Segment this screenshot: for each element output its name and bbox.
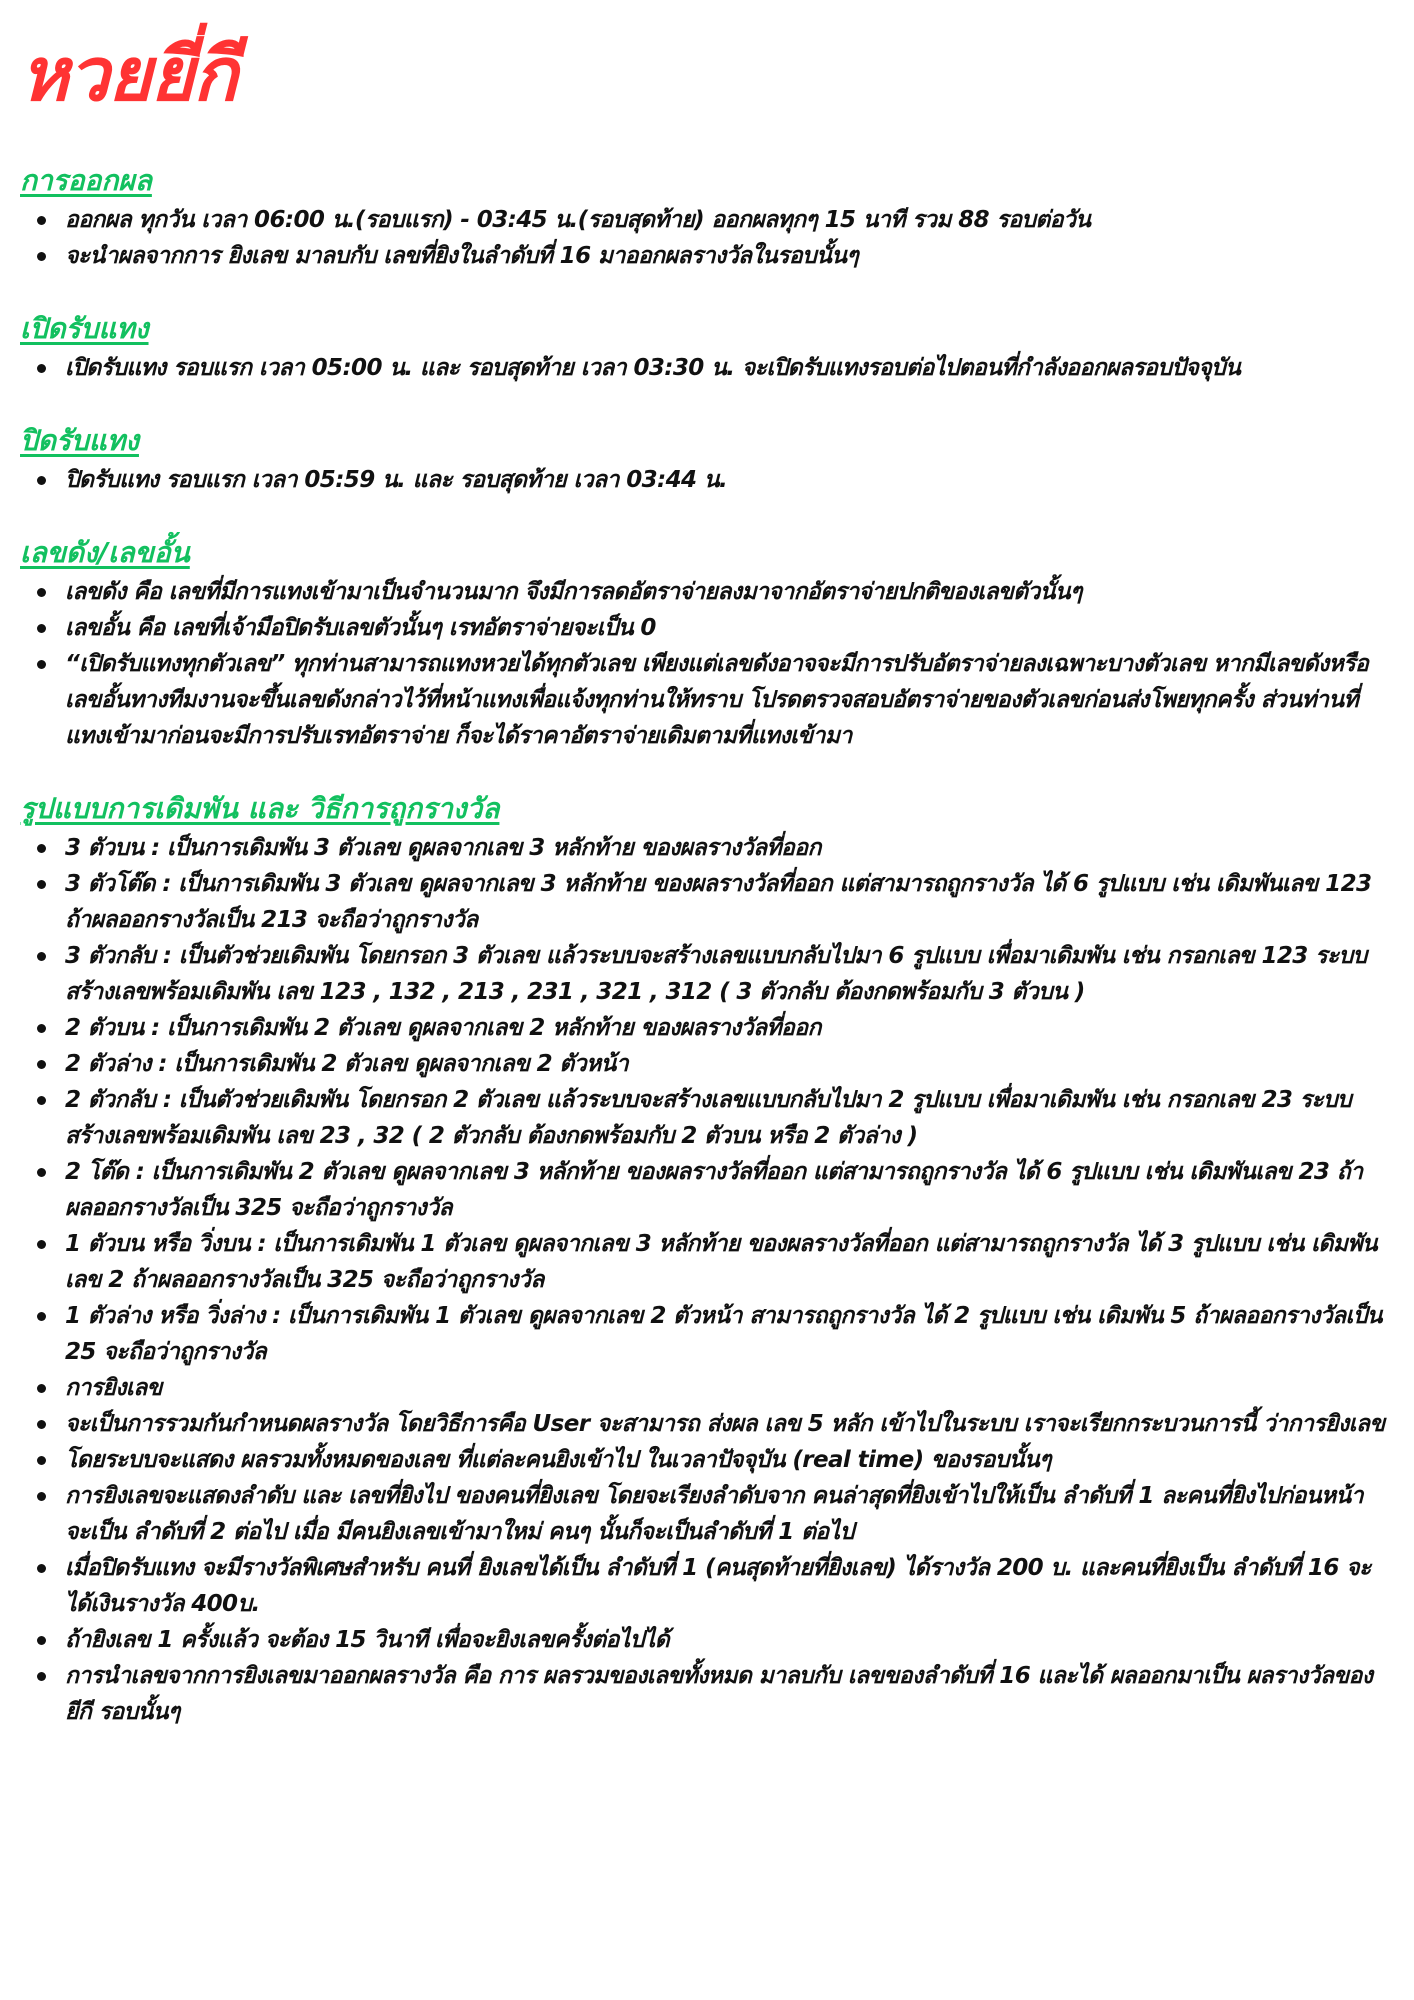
bullet-list (20, 830, 1394, 1730)
bullet-icon (37, 1636, 46, 1645)
list-item (20, 938, 1394, 1010)
list-item-text: เปิดรับแทง รอบแรก เวลา 05:00 น. และ รอบสุดท้าย เวลา 03:30 น. จะเปิดรับแทงรอบต่อไปตอนที่กำลังออกผลรอบปัจจุบัน (65, 355, 1241, 381)
list-item (20, 1658, 1394, 1730)
bullet-icon (37, 1420, 46, 1429)
list-item-text: “เปิดรับแทงทุกตัวเลข” ทุกท่านสามารถแทงหวยได้ทุกตัวเลข เพียงแต่เลขดังอาจจะมีการปรับอัตราจ่ายลงเฉพาะบางตัวเลข หากมีเลขดังหรือเลขอั้นทางทีมงานจะขึ้นเลขดังกล่าวไว้ที่หน้าแทงเพื่อแจ้งทุกท่านให้ทราบ โปรดตรวจสอบอัตราจ่ายของตัวเลขก่อนส่งโพยทุกครั้ง ส่วนท่านที่แทงเข้ามาก่อนจะมีการปรับเรทอัตราจ่าย ก็จะได้ราคาอัตราจ่ายเดิมตามที่แทงเข้ามา (65, 651, 1369, 749)
list-item (20, 1442, 1394, 1478)
list-item (20, 866, 1394, 938)
list-item-text: ถ้ายิงเลข 1 ครั้งแล้ว จะต้อง 15 วินาที เพื่อจะยิงเลขครั้งต่อไปได้ (65, 1627, 670, 1653)
bullet-icon (37, 588, 46, 597)
list-item (20, 1622, 1394, 1658)
bullet-icon (37, 660, 46, 669)
bullet-icon (37, 1564, 46, 1573)
bullet-icon (37, 1312, 46, 1321)
bullet-icon (37, 1672, 46, 1681)
bullet-icon (37, 1240, 46, 1249)
list-item-text: 3 ตัวกลับ : เป็นตัวช่วยเดิมพัน โดยกรอก 3 ตัวเลข แล้วระบบจะสร้างเลขแบบกลับไปมา 6 รูปแบบ เพื่อมาเดิมพัน เช่น กรอกเลข 123 ระบบสร้างเลขพร้อมเดิมพัน เลข 123 , 132 , 213 , 231 , 321 , 312 ( 3 ตัวกลับ ต้องกดพร้อมกับ 3 ตัวบน ) (65, 943, 1367, 1005)
page-title: หวยยี่กี (20, 32, 237, 118)
list-item (20, 1298, 1394, 1370)
list-item (20, 1226, 1394, 1298)
list-item-text: เมื่อปิดรับแทง จะมีรางวัลพิเศษสำหรับ คนที่ ยิงเลขได้เป็น ลำดับที่ 1 (คนสุดท้ายที่ยิงเลข) ได้รางวัล 200 บ. และคนที่ยิงเป็น ลำดับที่ 16 จะได้เงินรางวัล 400บ. (65, 1555, 1371, 1617)
bullet-icon (37, 844, 46, 853)
list-item (20, 1046, 1394, 1082)
list-item-text: การยิงเลข (65, 1375, 162, 1401)
section-heading: รูปแบบการเดิมพัน และ วิธีการถูกรางวัล (20, 792, 500, 825)
list-item-text: การนำเลขจากการยิงเลขมาออกผลรางวัล คือ การ ผลรวมของเลขทั้งหมด มาลบกับ เลขของลำดับที่ 16 และได้ ผลออกมาเป็น ผลรางวัลของยีกี รอบนั้นๆ (65, 1663, 1373, 1725)
bullet-icon (37, 1456, 46, 1465)
list-item (20, 1370, 1394, 1406)
list-item (20, 1406, 1394, 1442)
bullet-list (20, 462, 1394, 498)
bullet-icon (37, 880, 46, 889)
list-item-text: 3 ตัวโต๊ด : เป็นการเดิมพัน 3 ตัวเลข ดูผลจากเลข 3 หลักท้าย ของผลรางวัลที่ออก แต่สามารถถูกรางวัล ได้ 6 รูปแบบ เช่น เดิมพันเลข 123 ถ้าผลออกรางวัลเป็น 213 จะถือว่าถูกรางวัล (65, 871, 1372, 933)
list-item-text: โดยระบบจะแสดง ผลรวมทั้งหมดของเลข ที่แต่ละคนยิงเข้าไป ในเวลาปัจจุบัน (real time) ของรอบนั้นๆ (65, 1447, 1051, 1473)
section-betting-open (20, 312, 1394, 386)
bullet-icon (37, 1168, 46, 1177)
list-item (20, 350, 1394, 386)
list-item-text: เลขอั้น คือ เลขที่เจ้ามือปิดรับเลขตัวนั้นๆ เรทอัตราจ่ายจะเป็น 0 (65, 615, 656, 641)
section-heading: เลขดัง/เลขอั้น (20, 536, 190, 569)
list-item-text: 3 ตัวบน : เป็นการเดิมพัน 3 ตัวเลข ดูผลจากเลข 3 หลักท้าย ของผลรางวัลที่ออก (65, 835, 821, 861)
list-item-text: ออกผล ทุกวัน เวลา 06:00 น.(รอบแรก) - 03:45 น.(รอบสุดท้าย) ออกผลทุกๆ 15 นาที รวม 88 รอบต่อวัน (65, 207, 1091, 233)
list-item-text: 2 โต๊ด : เป็นการเดิมพัน 2 ตัวเลข ดูผลจากเลข 3 หลักท้าย ของผลรางวัลที่ออก แต่สามารถถูกรางวัล ได้ 6 รูปแบบ เช่น เดิมพันเลข 23 ถ้าผลออกรางวัลเป็น 325 จะถือว่าถูกรางวัล (65, 1159, 1363, 1221)
list-item-text: 1 ตัวบน หรือ วิ่งบน : เป็นการเดิมพัน 1 ตัวเลข ดูผลจากเลข 3 หลักท้าย ของผลรางวัลที่ออก แต่สามารถถูกรางวัล ได้ 3 รูปแบบ เช่น เดิมพันเลข 2 ถ้าผลออกรางวัลเป็น 325 จะถือว่าถูกรางวัล (65, 1231, 1378, 1293)
bullet-icon (37, 1492, 46, 1501)
list-item-text: เลขดัง คือ เลขที่มีการแทงเข้ามาเป็นจำนวนมาก จึงมีการลดอัตราจ่ายลงมาจากอัตราจ่ายปกติของเลขตัวนั้นๆ (65, 579, 1082, 605)
list-item (20, 1550, 1394, 1622)
list-item-text: 2 ตัวกลับ : เป็นตัวช่วยเดิมพัน โดยกรอก 2 ตัวเลข แล้วระบบจะสร้างเลขแบบกลับไปมา 2 รูปแบบ เพื่อมาเดิมพัน เช่น กรอกเลข 23 ระบบสร้างเลขพร้อมเดิมพัน เลข 23 , 32 ( 2 ตัวกลับ ต้องกดพร้อมกับ 2 ตัวบน หรือ 2 ตัวล่าง ) (65, 1087, 1352, 1149)
list-item-text: 2 ตัวบน : เป็นการเดิมพัน 2 ตัวเลข ดูผลจากเลข 2 หลักท้าย ของผลรางวัลที่ออก (65, 1015, 821, 1041)
bullet-icon (37, 252, 46, 261)
section-draw-results (20, 164, 1394, 274)
section-heading: ปิดรับแทง (20, 424, 139, 457)
bullet-icon (37, 1060, 46, 1069)
bullet-icon (37, 1096, 46, 1105)
bullet-list (20, 202, 1394, 274)
bullet-icon (37, 476, 46, 485)
section-bet-types-and-winning (20, 792, 1394, 1730)
list-item (20, 646, 1394, 754)
list-item (20, 202, 1394, 238)
list-item-text: จะนำผลจากการ ยิงเลข มาลบกับ เลขที่ยิงในลำดับที่ 16 มาออกผลรางวัลในรอบนั้นๆ (65, 243, 859, 269)
section-heading: การออกผล (20, 164, 152, 197)
section-popular-restricted-numbers (20, 536, 1394, 754)
bullet-icon (37, 952, 46, 961)
list-item (20, 574, 1394, 610)
list-item-text: จะเป็นการรวมกันกำหนดผลรางวัล โดยวิธีการคือ User จะสามารถ ส่งผล เลข 5 หลัก เข้าไปในระบบ เราจะเรียกกระบวนการนี้ ว่าการยิงเลข (65, 1411, 1385, 1437)
list-item (20, 462, 1394, 498)
bullet-list (20, 350, 1394, 386)
list-item (20, 830, 1394, 866)
list-item (20, 1478, 1394, 1550)
list-item-text: ปิดรับแทง รอบแรก เวลา 05:59 น. และ รอบสุดท้าย เวลา 03:44 น. (65, 467, 728, 493)
section-betting-close (20, 424, 1394, 498)
list-item (20, 238, 1394, 274)
list-item-text: 2 ตัวล่าง : เป็นการเดิมพัน 2 ตัวเลข ดูผลจากเลข 2 ตัวหน้า (65, 1051, 629, 1077)
bullet-icon (37, 364, 46, 373)
bullet-icon (37, 1384, 46, 1393)
bullet-icon (37, 216, 46, 225)
list-item-text: การยิงเลขจะแสดงลำดับ และ เลขที่ยิงไป ของคนที่ยิงเลข โดยจะเรียงลำดับจาก คนล่าสุดที่ยิงเข้าไปให้เป็น ลำดับที่ 1 ละคนที่ยิงไปก่อนหน้า จะเป็น ลำดับที่ 2 ต่อไป เมื่อ มีคนยิงเลขเข้ามาใหม่ คนๆ นั้นก็จะเป็นลำดับที่ 1 ต่อไป (65, 1483, 1363, 1545)
bullet-icon (37, 624, 46, 633)
list-item (20, 1082, 1394, 1154)
bullet-icon (37, 1024, 46, 1033)
list-item-text: 1 ตัวล่าง หรือ วิ่งล่าง : เป็นการเดิมพัน 1 ตัวเลข ดูผลจากเลข 2 ตัวหน้า สามารถถูกรางวัล ได้ 2 รูปแบบ เช่น เดิมพัน 5 ถ้าผลออกรางวัลเป็น 25 จะถือว่าถูกรางวัล (65, 1303, 1382, 1365)
bullet-list (20, 574, 1394, 754)
section-heading: เปิดรับแทง (20, 312, 149, 345)
list-item (20, 1010, 1394, 1046)
list-item (20, 610, 1394, 646)
list-item (20, 1154, 1394, 1226)
